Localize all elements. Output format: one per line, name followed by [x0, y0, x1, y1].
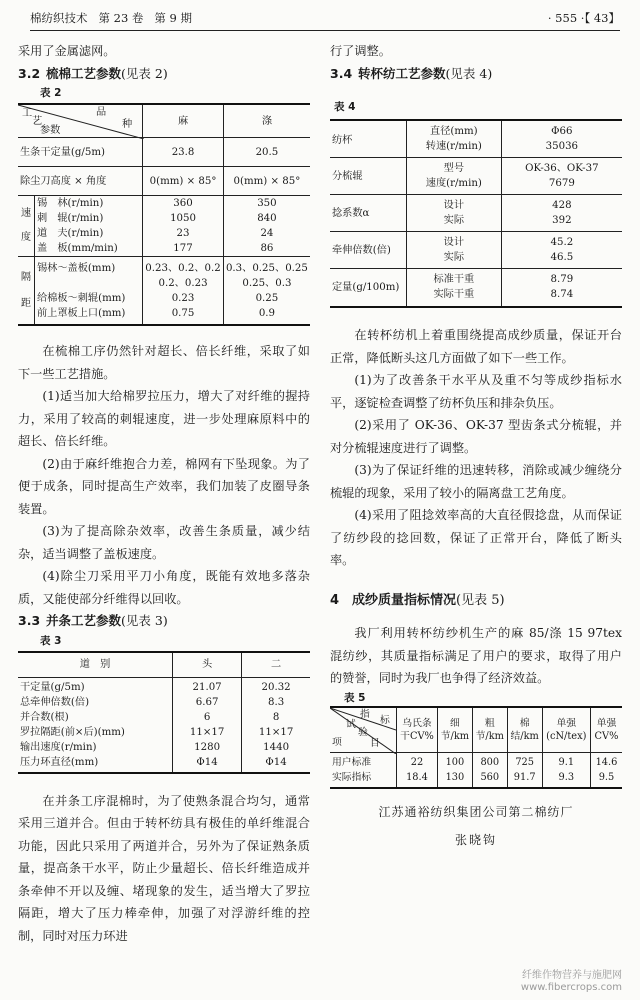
col-di: 涤: [261, 115, 273, 127]
affiliation: 江苏通裕纺织集团公司第二棉纺厂: [378, 804, 574, 819]
table-2-diagonal-header: 工 艺 参数 品 种: [18, 104, 143, 138]
right-paragraph-6: 我厂利用转杯纺纱机生产的麻 85/涤 15 97tex 混纺纱，其质量指标满足了用户的要求，取得了用户的赞誉，同时为我厂也争得了经济效益。: [330, 626, 622, 685]
left-paragraph-3: (2)由于麻纤维抱合力差，棉网有下坠现象。为了便于成条，同时提高生产效率，我们加装了皮圈导条装置。: [18, 456, 310, 516]
table-2: 工 艺 参数 品 种 麻 涤 生条干定量(g/5m) 23.8 20.5 除尘刀高度 × 角度 0(mm) × 85° 0(mm) × 85° 速度 锡 林(r/min) 360 350 刺 辊(r/min) 1050 840 道 夫(r/min) 23 24 盖 板(mm/min) 177 86 隔距 锡林～盖板(mm) 0.23、0.2、0.2 0.3、0.25、0.25 0.2、0.23 0.25、0.3 给棉板～刺辊(mm) 0.23 0.25 前上罩板上口(mm) 0.75 0.9: [18, 103, 310, 326]
section-3-4-heading: 3.4 转杯纺工艺参数(见表 4): [330, 65, 493, 81]
table-5: 指 标 试 验 项 目 乌氏条干CV% 细节/km 粗节/km 棉结/km 单强(cN/tex) 单强CV% 用户标准 22 100 800 725 9.1 14.6 实际指标 18.4 130 560 91.7 9.3 9.5: [330, 706, 622, 789]
right-paragraph-1: 在转杯纺机上着重围绕提高成纱质量，保证开台正常，降低断头这几方面做了如下一些工作。: [330, 328, 622, 365]
col-ma: 麻: [143, 104, 224, 138]
table-3-label: 表 3: [40, 634, 62, 647]
journal-name: 棉纺织技术: [30, 11, 88, 25]
right-paragraph-4: (3)为了保证纤维的迅速转移，消除或减少缠绕分梳辊的现象，采用了较小的隔离盘工艺角度。: [330, 463, 622, 500]
section-3-3-heading: 3.3 并条工艺参数(见表 3): [18, 613, 168, 628]
gap-group-label: 隔距: [18, 257, 35, 326]
table-2-label: 表 2: [40, 87, 62, 99]
table-5-diagonal-header: 指 标 试 验 项 目: [330, 707, 397, 753]
watermark: 纤维作物营养与施肥网 www.fibercrops.com: [520, 970, 622, 993]
left-paragraph-4: (3)为了提高除杂效率，改善生条质量，减少结杂，适当调整了盖板速度。: [18, 524, 310, 561]
right-paragraph-3: (2)采用了 OK-36、OK-37 型齿条式分梳辊，并对分梳辊速度进行了调整。: [330, 418, 622, 455]
header-rule: [30, 30, 620, 31]
running-header: [30, 8, 620, 28]
section-3-2-heading: 3.2 梳棉工艺参数(见表 2): [18, 65, 168, 81]
left-paragraph-1: 在梳棉工序仍然针对超长、倍长纤维，采取了如下一些工艺措施。: [18, 344, 310, 381]
volume: 第 23 卷: [98, 11, 144, 25]
table-5-label: 表 5: [344, 691, 366, 704]
table-3: 道 别 头 二 干定量(g/5m) 21.07 20.32 总牵伸倍数(倍) 6.67 8.3 并合数(根) 6 8 罗拉隔距(前×后)(mm) 11×17 11×17 输出速度(r/min) 1280 1440 压力环直径(mm) Φ14 Φ14: [18, 651, 310, 774]
author: 张晓钩: [454, 832, 497, 847]
left-column: [18, 40, 310, 947]
journal-info: [30, 10, 192, 26]
issue: 第 9 期: [154, 11, 193, 25]
left-paragraph-2: (1)适当加大给棉罗拉压力，增大了对纤维的握持力，采用了较高的刺辊速度，进一步处理麻原料中的超长、倍长纤维。: [18, 389, 310, 448]
page-number: · 555 ·【 43】: [547, 11, 620, 25]
right-paragraph-2: (1)为了改善条干水平从及重不匀等成纱指标水平，逐锭检查调整了纺杯负压和排杂负压。: [330, 373, 622, 410]
right-paragraph-5: (4)采用了阻捻效率高的大直径假捻盘，从而保证了纺纱段的捻回数，保证了正常开台，降低了断头率。: [330, 508, 622, 567]
section-4-heading: 4 成纱质量指标情况(见表 5): [330, 592, 505, 608]
intro-line: 采用了金属滤网。: [18, 44, 116, 58]
speed-group-label: 速度: [18, 196, 35, 257]
table-4: 纺杯 直径(mm) Φ66 转速(r/min) 35036 分梳辊 型号 OK-36、OK-37 速度(r/min) 7679 捻系数α 设计 428 实际 392 牵伸倍数(倍) 设计 45.2 实际 46.5 定量(g/100m) 标准干重 8.79 实际干重 8.74: [330, 119, 622, 308]
left-paragraph-5: (4)除尘刀采用平刀小角度，既能有效地多落杂质，又能使部分纤维得以回收。: [18, 569, 310, 606]
table-4-label: 表 4: [334, 101, 356, 113]
continued-line: 行了调整。: [330, 44, 391, 58]
right-column: [330, 40, 622, 851]
left-paragraph-6: 在并条工序混棉时，为了使熟条混合均匀，通常采用三道并合。但由于转杯纺具有极佳的单纤维混合功能，因此只采用了两道并合，另外为了保证熟条质量，提高条干水平，防止少量超长、倍长纤维造成并条牵伸不开以及缠、堵现象的发生，适当增大了罗拉隔距，增大了压力棒牵伸，加强了对浮游纤维的控制，同时对压力环进: [18, 793, 310, 943]
